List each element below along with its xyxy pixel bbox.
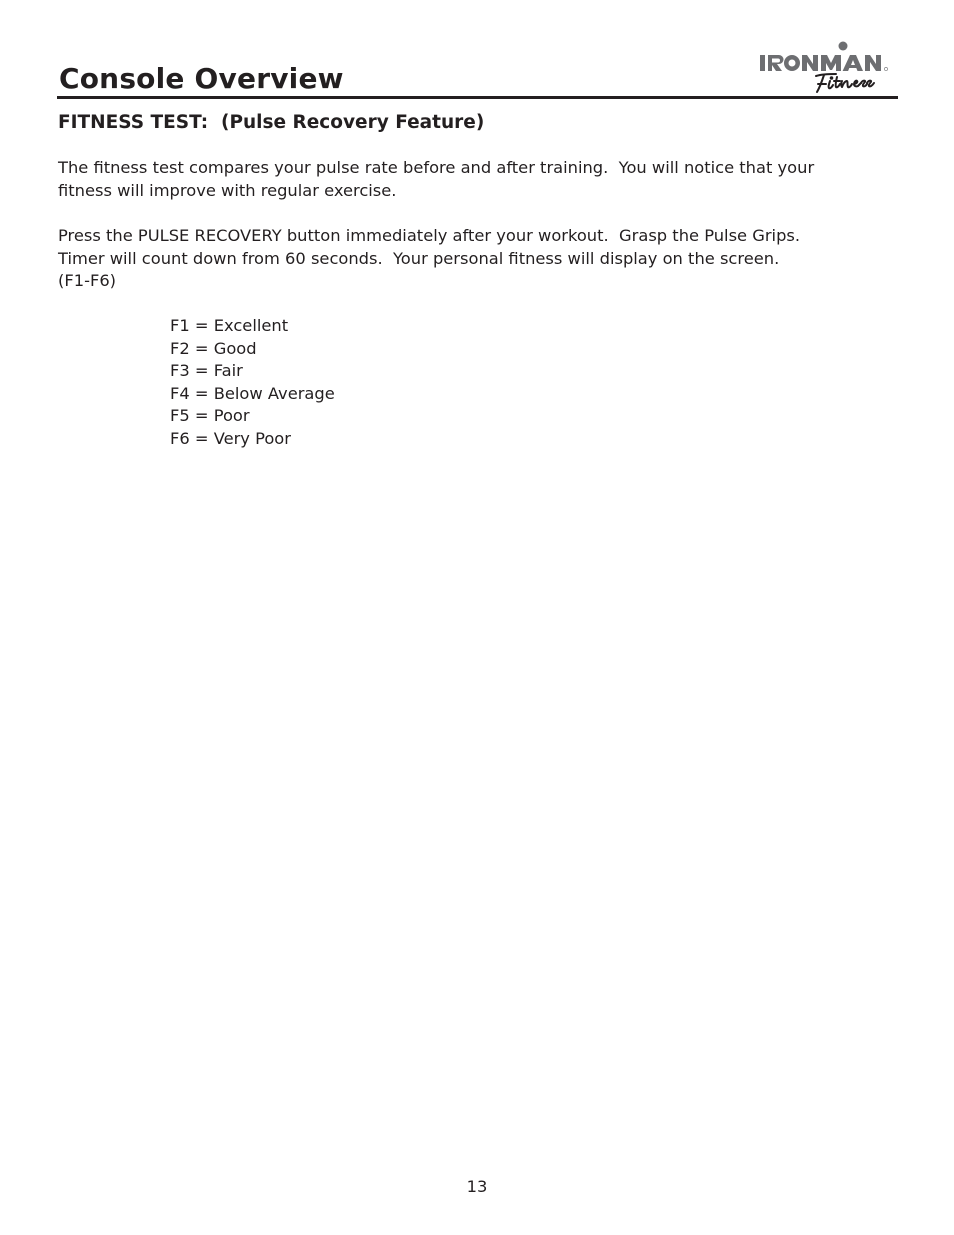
paragraph-line: (F1-F6) (58, 271, 117, 290)
rating-item: F6 = Very Poor (170, 428, 291, 448)
instructions-paragraph (58, 225, 888, 293)
title-divider (57, 96, 898, 99)
rating-item: F4 = Below Average (170, 383, 335, 403)
page-number: 13 (466, 1177, 488, 1196)
paragraph-line: Timer will count down from 60 seconds. Your personal fitness will display on the screen. (58, 248, 780, 268)
paragraph-line: fitness will improve with regular exercise. (58, 180, 397, 200)
rating-item: F2 = Good (170, 338, 257, 358)
section-heading: FITNESS TEST: (Pulse Recovery Feature) (58, 112, 485, 133)
paragraph-line: Press the PULSE RECOVERY button immediately after your workout. Grasp the Pulse Grips. (58, 226, 801, 245)
rating-item: F5 = Poor (170, 406, 250, 426)
intro-paragraph (58, 157, 888, 202)
rating-item: F1 = Excellent (170, 316, 289, 335)
page-title: Console Overview (59, 62, 344, 95)
ironman-fitness-logo (758, 40, 900, 96)
fitness-ratings-list (170, 315, 335, 451)
paragraph-line: The fitness test compares your pulse rate before and after training. You will notice that your (58, 158, 815, 177)
rating-item: F3 = Fair (170, 361, 243, 381)
